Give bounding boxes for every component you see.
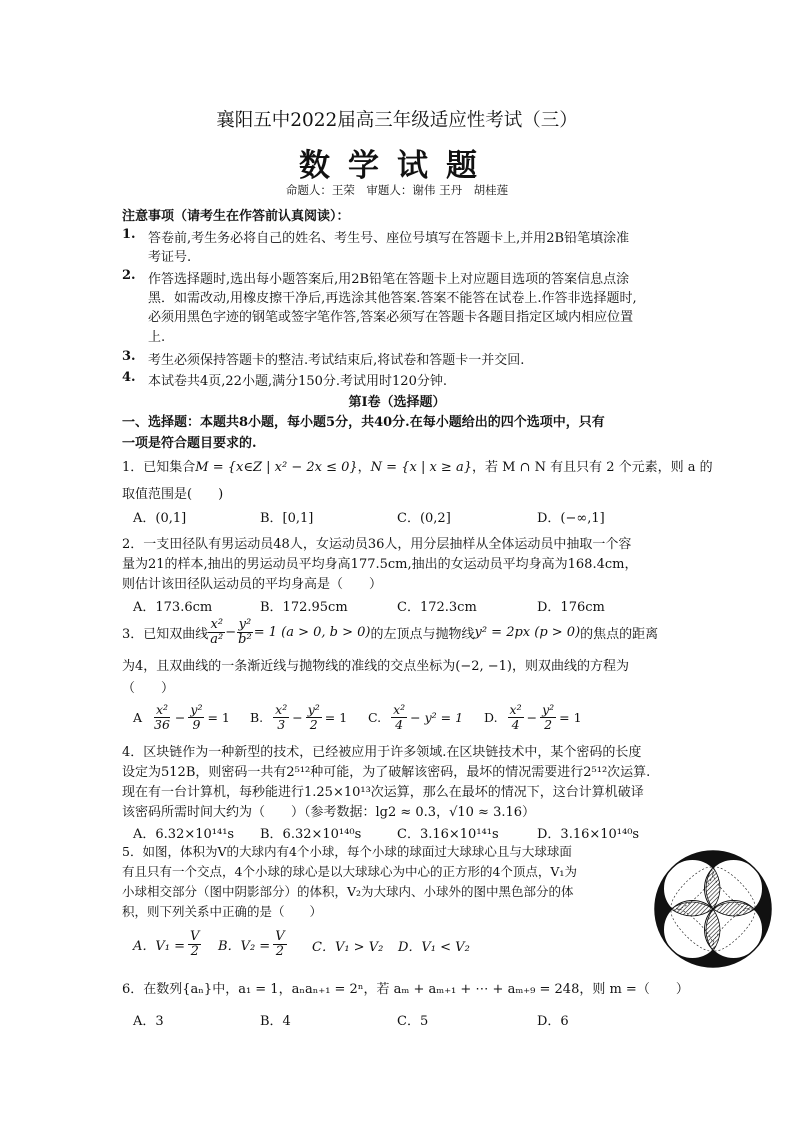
question-5-line: 小球相交部分（图中阴影部分）的体积，V₂为大球内、小球外的图中黑色部分的体 — [122, 884, 574, 899]
q3-opt-fraction: $\frac{\text{y²}}{2}$ — [307, 702, 320, 732]
question-1-line: 取值范围是( ) — [122, 487, 224, 502]
question-4-line: 4．区块链作为一种新型的技术，已经被应用于许多领域.在区块链技术中，某个密码的长度 — [122, 745, 642, 760]
exam-title: 襄阳五中2022届高三年级适应性考试（三） — [216, 110, 578, 131]
question-5-line: 5．如图，体积为V的大球内有4个小球，每个小球的球面过大球球心且与大球球面 — [122, 844, 572, 859]
q2-option-b: B．172.95cm — [260, 600, 348, 615]
q1-set-n: N = {x | x ≥ a} — [370, 460, 472, 475]
question-2-line: 2．一支田径队有男运动员48人，女运动员36人，用分层抽样从全体运动员中抽取一个容 — [122, 537, 632, 552]
notice-line: 考生必须保持答题卡的整洁.考试结束后,将试卷和答题卡一并交回. — [148, 353, 525, 368]
q1-option-a: A．(0,1] — [133, 511, 187, 526]
q4-option-a: A．6.32×10¹⁴¹s — [133, 827, 235, 842]
q5-fraction: $\frac{V}{2}$ — [190, 928, 200, 959]
question-4-line: 该密码所需时间大约为（ ）（参考数据：lg2 ≈ 0.3，√10 ≈ 3.16） — [122, 805, 536, 820]
q3-fraction: $\frac{\text{x²}}{\text{a²}}$ — [210, 616, 224, 647]
q3-option-c: C. $\frac{\text{x²}}{4}$ − y² = 1 — [368, 702, 464, 732]
q5-option-a: A．V₁ = $\frac{V}{2}$ — [133, 928, 200, 959]
section-heading: 一项是符合题目要求的. — [122, 436, 257, 451]
q1-option-d: D．(−∞,1] — [537, 511, 605, 526]
q4-option-c: C．3.16×10¹⁴¹s — [397, 827, 499, 842]
q1-text: ，若 M ∩ N 有且只有 2 个元素，则 a 的 — [471, 460, 713, 475]
notice-line: 答卷前,考生务必将自己的姓名、考生号、座位号填写在答题卡上,并用2B铅笔填涂准 — [148, 231, 630, 246]
q3-opt-fraction: $\frac{\text{y²}}{2}$ — [542, 702, 555, 732]
question-2-line: 则估计该田径队运动员的平均身高是（ ） — [122, 577, 383, 592]
notice-heading: 注意事项（请考生在作答前认真阅读）： — [122, 209, 350, 224]
question-1-line — [122, 456, 713, 475]
q5-option-c: C．V₁ > V₂ — [312, 940, 384, 955]
q1-option-b: B．[0,1] — [260, 511, 314, 526]
q2-option-d: D．176cm — [537, 600, 605, 615]
q3-text: 的焦点的距离 — [580, 626, 659, 642]
q5-option-d: D．V₁ < V₂ — [398, 940, 470, 955]
q3-option-d: D. $\frac{\text{x²}}{4}$ − $\frac{\text{y²}}{2}$ = 1 — [484, 702, 582, 732]
q6-option-b: B．4 — [260, 1014, 291, 1029]
q3-opt-fraction: $\frac{\text{x²}}{4}$ — [393, 702, 406, 732]
q3-opt-fraction: $\frac{\text{x²}}{36}$ — [154, 702, 170, 732]
section-heading: 一、选择题：本题共8小题，每小题5分，共40分.在每小题给出的四个选项中，只有 — [122, 415, 605, 430]
question-3-line: 为4，且双曲线的一条渐近线与抛物线的准线的交点坐标为(−2, −1)，则双曲线的方程为 — [122, 659, 630, 674]
q6-option-c: C．5 — [397, 1014, 429, 1029]
volume-heading: 第Ⅰ卷（选择题） — [348, 395, 446, 410]
notice-line: 上. — [148, 330, 166, 345]
q1-text: ， — [357, 460, 371, 475]
q4-option-b: B．6.32×10¹⁴⁰s — [260, 827, 362, 842]
question-6-line: 6．在数列{aₙ}中，a₁ = 1，aₙaₙ₊₁ = 2ⁿ，若 aₘ + aₘ₊₁ + ⋯ + aₘ₊₉ = 248，则 m =（ ） — [122, 982, 689, 997]
q1-text: 1．已知集合 — [122, 460, 196, 475]
notice-line: 黑．如需改动,用橡皮擦干净后,再选涂其他答案.答案不能答在试卷上.作答非选择题时, — [148, 291, 637, 306]
q3-eq: = 1 (a > 0, b > 0) — [253, 624, 371, 640]
notice-line: 必须用黑色字迹的钢笔或签字笔作答,答案必须写在答题卡各题目指定区域内相应位置 — [148, 310, 634, 325]
q1-set-m: M = {x∈Z | x² − 2x ≤ 0} — [195, 460, 358, 475]
subject-title: 数学试题 — [299, 148, 495, 184]
notice-line: 本试卷共4页,22小题,满分150分.考试用时120分钟. — [148, 374, 447, 389]
q3-opt-fraction: $\frac{\text{x²}}{4}$ — [509, 702, 522, 732]
q3-fraction: $\frac{\text{y²}}{\text{b²}}$ — [238, 616, 252, 647]
q2-option-a: A．173.6cm — [133, 600, 213, 615]
q2-option-c: C．172.3cm — [397, 600, 477, 615]
authors-line: 命题人：王荣 审题人：谢伟 王丹 胡桂莲 — [285, 183, 509, 197]
notice-num: 1. — [122, 227, 136, 242]
notice-num: 2. — [122, 268, 136, 283]
q3-parabola: y² = 2px (p > 0) — [474, 624, 581, 640]
q6-option-a: A．3 — [133, 1014, 164, 1029]
question-2-line: 量为21的样本,抽出的男运动员平均身高177.5cm,抽出的女运动员平均身高为168.4cm， — [122, 557, 638, 572]
notice-line: 考证号. — [148, 250, 192, 265]
sphere-with-four-balls-figure — [652, 848, 774, 970]
notice-num: 3. — [122, 349, 136, 364]
q1-option-c: C．(0,2] — [397, 511, 451, 526]
notice-num: 4. — [122, 370, 136, 385]
q5-option-b: B．V₂ = $\frac{V}{2}$ — [218, 928, 285, 959]
question-5-line: 积，则下列关系中正确的是（ ） — [122, 904, 323, 919]
q6-option-d: D．6 — [537, 1014, 569, 1029]
question-4-line: 现在有一台计算机，每秒能进行1.25×10¹³次运算，那么在最坏的情况下，这台计算机破译 — [122, 785, 644, 800]
q3-opt-fraction: $\frac{\text{x²}}{3}$ — [275, 702, 288, 732]
q3-text: 3．已知双曲线 — [122, 626, 209, 642]
q3-text: 的左顶点与抛物线 — [370, 626, 475, 642]
q3-option-b: B. $\frac{\text{x²}}{3}$ − $\frac{\text{y²}}{2}$ = 1 — [250, 702, 348, 732]
notice-line: 作答选择题时,选出每小题答案后,用2B铅笔在答题卡上对应题目选项的答案信息点涂 — [148, 272, 630, 287]
q3-option-a: A $\frac{\text{x²}}{36}$ − $\frac{\text{y²}}{9}$ = 1 — [133, 702, 230, 732]
q5-fraction: $\frac{V}{2}$ — [275, 928, 285, 959]
question-4-line: 设定为512B，则密码一共有2⁵¹²种可能，为了破解该密码，最坏的情况需要进行2⁵¹²次运算. — [122, 765, 651, 780]
question-5-line: 有且只有一个交点，4个小球的球心是以大球球心为中心的正方形的4个顶点，V₁为 — [122, 864, 577, 879]
q3-opt-fraction: $\frac{\text{y²}}{9}$ — [190, 702, 203, 732]
question-3-line: （ ） — [122, 681, 175, 696]
q4-option-d: D．3.16×10¹⁴⁰s — [537, 827, 640, 842]
question-3-line: 3．已知双曲线 $\frac{\text{x²}}{\text{a²}}$ − $\frac{\text{y²}}{\text{b²}}$ = 1 (a > 0, b > 0) 的左顶点与抛物线 y² = 2px (p > 0) 的焦点的距离 — [122, 616, 659, 647]
